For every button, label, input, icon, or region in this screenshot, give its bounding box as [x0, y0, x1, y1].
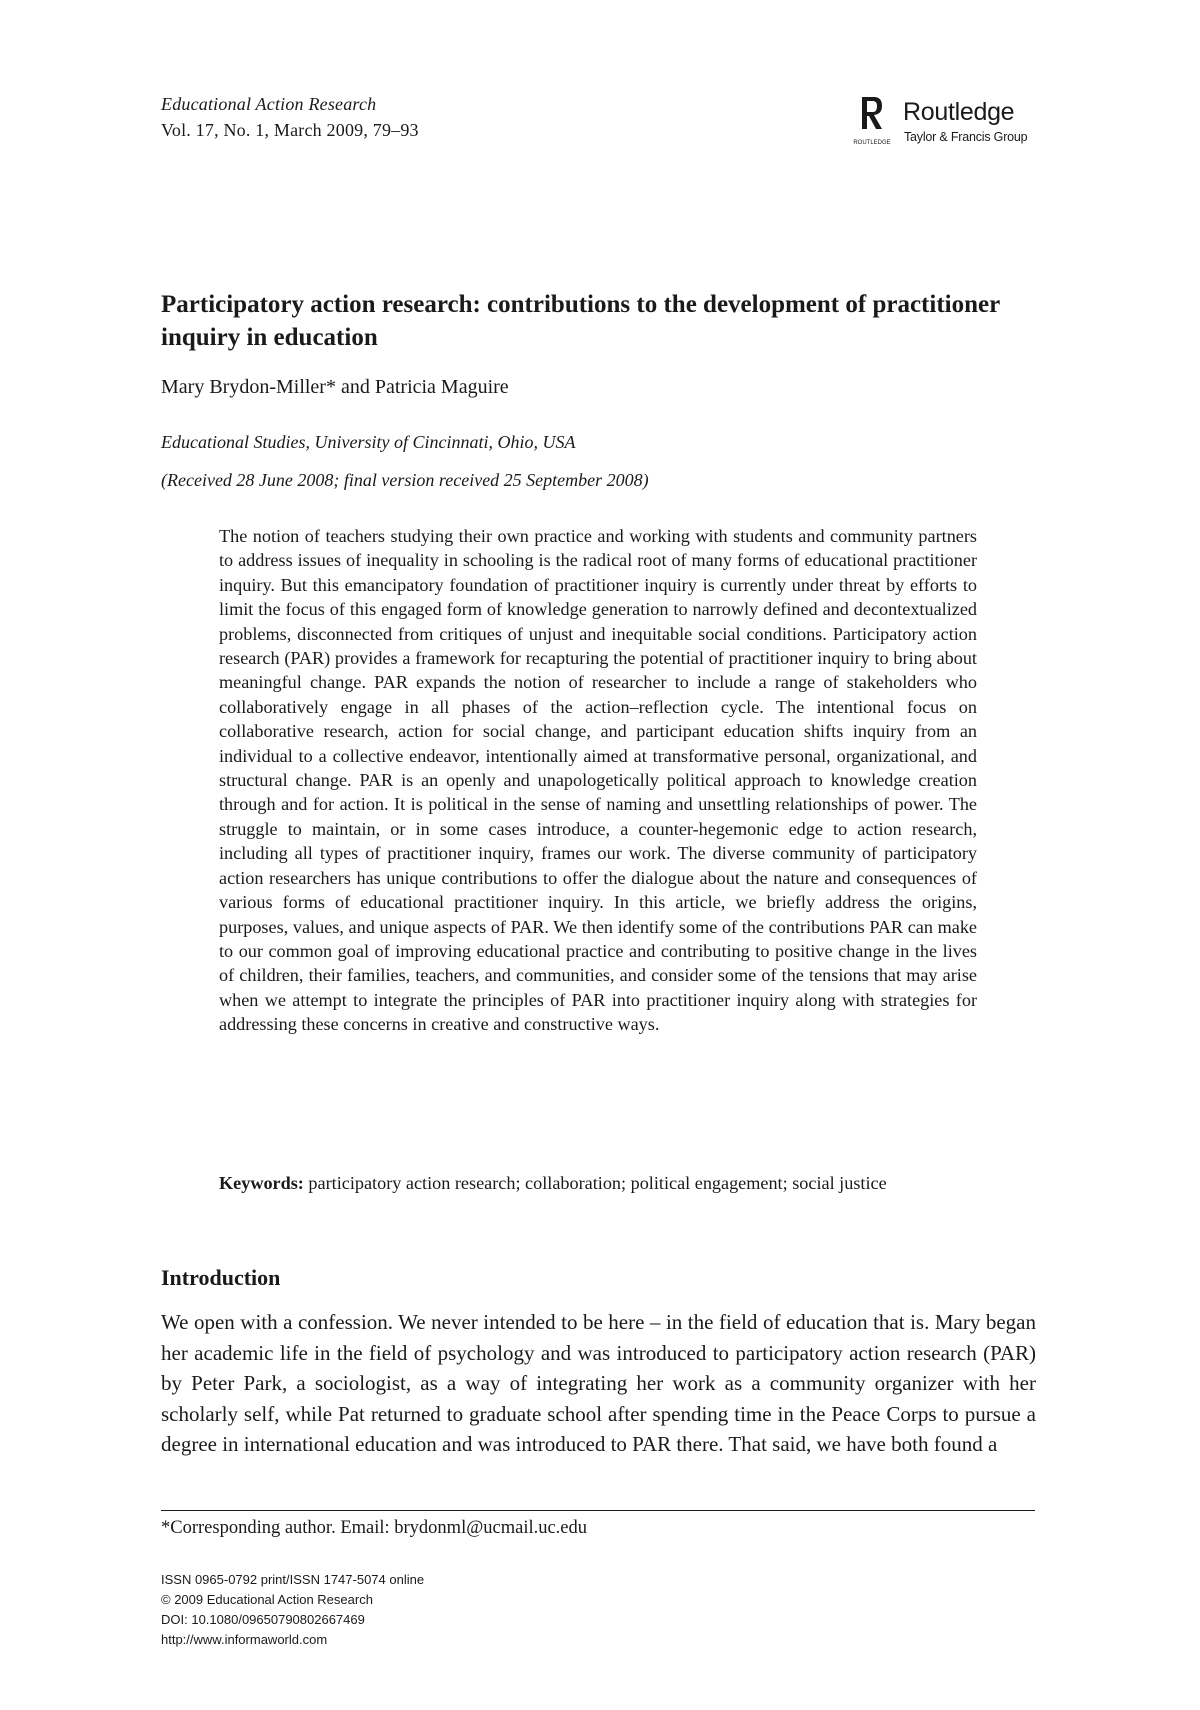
journal-name: Educational Action Research: [161, 94, 377, 114]
keywords: [219, 1171, 977, 1195]
publisher-url[interactable]: http://www.informaworld.com: [161, 1632, 328, 1647]
author-affiliation: Educational Studies, University of Cincinnati, Ohio, USA: [161, 432, 576, 452]
logo-vertical-text: ROUTLEDGE: [853, 140, 891, 146]
article-title: Participatory action research: contributions to the development of practitioner inquiry in education: [161, 291, 1000, 351]
keywords-label: Keywords:: [219, 1173, 304, 1193]
copyright: © 2009 Educational Action Research: [161, 1592, 373, 1607]
corresponding-author-footnote: *Corresponding author. Email: brydonml@ucmail.uc.edu: [161, 1518, 588, 1538]
article-authors: Mary Brydon-Miller* and Patricia Maguire: [161, 376, 509, 398]
publisher-name: Routledge: [903, 98, 1015, 126]
keywords-list: participatory action research; collaboration; political engagement; social justice: [308, 1173, 887, 1193]
publisher-group: Taylor & Francis Group: [904, 130, 1028, 144]
issn: ISSN 0965-0792 print/ISSN 1747-5074 online: [161, 1572, 425, 1587]
journal-issue: Vol. 17, No. 1, March 2009, 79–93: [161, 120, 419, 140]
section-heading-introduction: Introduction: [161, 1265, 281, 1290]
abstract: The notion of teachers studying their own practice and working with students and community partners to address issues of inequality in schooling is the radical root of many forms of educational practitioner inquiry. But this emancipatory foundation of practitioner inquiry is currently under threat by efforts to limit the focus of this engaged form of knowledge generation to narrowly defined and decontextualized problems, disconnected from critiques of unjust and inequitable social conditions. Participatory action research (PAR) provides a framework for recapturing the potential of practitioner inquiry to bring about meaningful change. PAR expands the notion of researcher to include a range of stakeholders who collaboratively engage in all phases of the action–reflection cycle. The intentional focus on collaborative research, action for social change, and participant education shifts inquiry from an individual to a collective endeavor, intentionally aimed at transformative personal, organizational, and structural change. PAR is an openly and unapologetically political approach to knowledge creation through and for action. It is political in the sense of naming and unsettling relationships of power. The struggle to maintain, or in some cases introduce, a counter-hegemonic edge to action research, including all types of practitioner inquiry, frames our work. The diverse community of participatory action researchers has unique contributions to offer the dialogue about the nature and consequences of various forms of educational practitioner inquiry. In this article, we briefly address the origins, purposes, values, and unique aspects of PAR. We then identify some of the contributions PAR can make to our common goal of improving educational practice and contributing to positive change in the lives of children, their families, teachers, and communities, and consider some of the tensions that may arise when we attempt to integrate the principles of PAR into practitioner inquiry along with strategies for addressing these concerns in creative and constructive ways.: [219, 526, 977, 1035]
routledge-r-icon: [853, 95, 890, 146]
received-dates: (Received 28 June 2008; final version received 25 September 2008): [161, 470, 649, 490]
introduction-paragraph: We open with a confession. We never intended to be here – in the field of education that is. Mary began her academic life in the field of psychology and was introduced to participatory action research (PAR) by Peter Park, a sociologist, as a way of integrating her work as a community organizer with her scholarly self, while Pat returned to graduate school after spending time in the Peace Corps to pursue a degree in international education and was introduced to PAR there. That said, we have both found a: [161, 1310, 1036, 1456]
footnote-divider: [161, 1510, 1035, 1511]
doi[interactable]: DOI: 10.1080/09650790802667469: [161, 1612, 365, 1627]
